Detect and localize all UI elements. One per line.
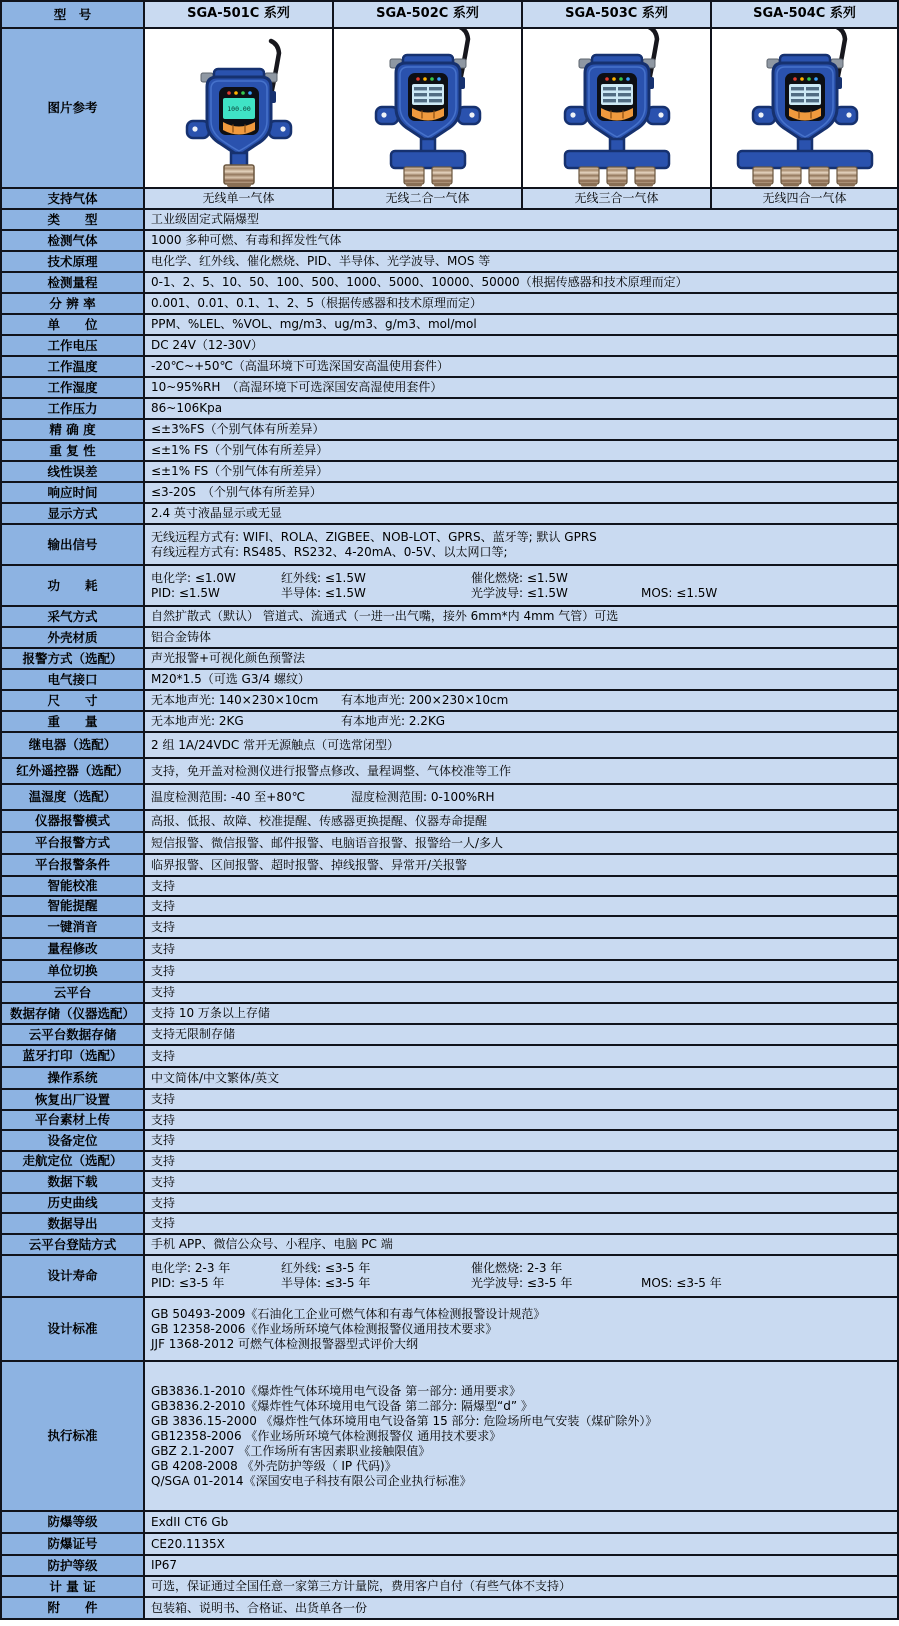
manifold-bar <box>391 151 465 168</box>
spec-value: 10~95%RH （高湿环境下可选深国安高湿使用套件） <box>144 377 898 398</box>
detector-illustration <box>342 29 514 187</box>
spec-row <box>1 669 898 690</box>
gas-type-3in1: 无线三合一气体 <box>522 188 711 209</box>
spec-label: 仪器报警模式 <box>1 810 144 832</box>
spec-value-line: GB12358-2006 《作业场所环境气体检测报警仪 通用技术要求》 <box>151 1428 502 1443</box>
sensor-head <box>781 167 801 184</box>
spec-label: 操作系统 <box>1 1067 144 1089</box>
spec-value-line: GB3836.2-2010《爆炸性气体环境用电气设备 第二部分: 隔爆型“d” 》 <box>151 1398 533 1413</box>
spec-value-line: GB 3836.15-2000 《爆炸性气体环境用电气设备第 15 部分: 危险场所电气安装（煤矿除外）》 <box>151 1413 658 1428</box>
product-image-sga-502c <box>333 28 522 188</box>
spec-label: 线性误差 <box>1 461 144 482</box>
spec-label: 附 件 <box>1 1597 144 1619</box>
spec-label: 电气接口 <box>1 669 144 690</box>
spec-value: 手机 APP、微信公众号、小程序、电脑 PC 端 <box>144 1234 898 1255</box>
spec-row <box>1 1511 898 1533</box>
spec-row <box>1 293 898 314</box>
spec-label: 检测量程 <box>1 272 144 293</box>
spec-value: 支持，免开盖对检测仪进行报警点修改、量程调整、气体校准等工作 <box>144 758 898 784</box>
spec-row <box>1 938 898 960</box>
spec-value: 支持 <box>144 916 898 938</box>
spec-label: 恢复出厂设置 <box>1 1089 144 1110</box>
spec-label: 云平台登陆方式 <box>1 1234 144 1255</box>
spec-row <box>1 648 898 669</box>
detector-head <box>753 29 857 142</box>
spec-row <box>1 1576 898 1597</box>
spec-value: 支持 <box>144 896 898 916</box>
product-image-sga-504c <box>711 28 898 188</box>
spec-value: 支持无限制存储 <box>144 1024 898 1045</box>
spec-value: ≤±3%FS（个别气体有所差异） <box>144 419 898 440</box>
detector-head <box>187 41 291 156</box>
spec-label: 设备定位 <box>1 1130 144 1151</box>
spec-label: 平台报警方式 <box>1 832 144 854</box>
spec-row <box>1 1067 898 1089</box>
spec-row <box>1 482 898 503</box>
spec-value: 支持 <box>144 982 898 1003</box>
spec-value-line: JJF 1368-2012 可燃气体检测报警器型式评价大纲 <box>151 1336 419 1351</box>
spec-row <box>1 377 898 398</box>
spec-row <box>1 732 898 758</box>
sensor-head <box>607 167 627 184</box>
spec-row <box>1 1213 898 1234</box>
spec-value: 临界报警、区间报警、超时报警、掉线报警、异常开/关报警 <box>144 854 898 876</box>
spec-label: 温湿度（选配） <box>1 784 144 810</box>
spec-row <box>1 1110 898 1130</box>
spec-row <box>1 503 898 524</box>
spec-label: 数据导出 <box>1 1213 144 1234</box>
spec-row <box>1 251 898 272</box>
spec-value <box>144 565 898 606</box>
screen-reading: 100.00 <box>226 105 251 113</box>
spec-row <box>1 461 898 482</box>
spec-value <box>144 784 898 810</box>
spec-label: 防爆等级 <box>1 1511 144 1533</box>
detector-photo-2-sensor <box>334 29 521 187</box>
spec-label: 量程修改 <box>1 938 144 960</box>
spec-value: 支持 <box>144 1213 898 1234</box>
spec-row <box>1 1171 898 1193</box>
spec-label: 数据存储（仪器选配） <box>1 1003 144 1024</box>
spec-value: 2.4 英寸液晶显示或无显 <box>144 503 898 524</box>
spec-label: 走航定位（选配） <box>1 1151 144 1171</box>
product-image-sga-501c <box>144 28 333 188</box>
detector-photo-4-sensor <box>712 29 897 187</box>
spec-value: 可选，保证通过全国任意一家第三方计量院，费用客户自付（有些气体不支持） <box>144 1576 898 1597</box>
spec-row <box>1 690 898 711</box>
spec-label: 平台素材上传 <box>1 1110 144 1130</box>
spec-row <box>1 1234 898 1255</box>
model-name-sga-503c: SGA-503C 系列 <box>522 1 711 28</box>
spec-label: 执行标准 <box>1 1361 144 1511</box>
spec-value: 支持 <box>144 1045 898 1067</box>
spec-value: CE20.1135X <box>144 1533 898 1555</box>
spec-label: 防爆证号 <box>1 1533 144 1555</box>
spec-label: 尺 寸 <box>1 690 144 711</box>
manifold-bar <box>565 151 669 168</box>
spec-value: ExdII CT6 Gb <box>144 1511 898 1533</box>
spec-row <box>1 398 898 419</box>
spec-value: 自然扩散式（默认） 管道式、流通式（一进一出气嘴，接外 6mm*内 4mm 气管）可选 <box>144 606 898 627</box>
model-name-sga-504c: SGA-504C 系列 <box>711 1 898 28</box>
spec-label: 分 辨 率 <box>1 293 144 314</box>
spec-value: 0.001、0.01、0.1、1、2、5（根据传感器和技术原理而定） <box>144 293 898 314</box>
spec-value: 2 组 1A/24VDC 常开无源触点（可选常闭型） <box>144 732 898 758</box>
spec-row <box>1 832 898 854</box>
spec-value <box>144 1297 898 1361</box>
spec-value-line: PID: ≤1.5W 半导体: ≤1.5W 光学波导: ≤1.5W MOS: ≤1.5W <box>151 585 718 600</box>
spec-value-line: 温度检测范围: -40 至+80℃ 湿度检测范围: 0-100%RH <box>151 789 495 804</box>
spec-row <box>1 854 898 876</box>
spec-row <box>1 1130 898 1151</box>
spec-value-line: GB 12358-2006《作业场所环境气体检测报警仪通用技术要求》 <box>151 1321 498 1336</box>
spec-value: 1000 多种可燃、有毒和挥发性气体 <box>144 230 898 251</box>
spec-row <box>1 960 898 982</box>
spec-label: 蓝牙打印（选配） <box>1 1045 144 1067</box>
spec-label: 红外遥控器（选配） <box>1 758 144 784</box>
spec-value: PPM、%LEL、%VOL、mg/m3、ug/m3、g/m3、mol/mol <box>144 314 898 335</box>
spec-value: -20℃~+50℃（高温环境下可选深国安高温使用套件） <box>144 356 898 377</box>
spec-label: 精 确 度 <box>1 419 144 440</box>
spec-value: 短信报警、微信报警、邮件报警、电脑语音报警、报警给一人/多人 <box>144 832 898 854</box>
spec-value: 铝合金铸体 <box>144 627 898 648</box>
spec-value: 支持 <box>144 1193 898 1213</box>
sensor-head <box>432 167 452 184</box>
spec-row <box>1 314 898 335</box>
spec-label: 单位切换 <box>1 960 144 982</box>
spec-label: 工作湿度 <box>1 377 144 398</box>
spec-value: 支持 <box>144 1151 898 1171</box>
detector-illustration <box>153 29 325 187</box>
spec-row <box>1 982 898 1003</box>
spec-label: 云平台 <box>1 982 144 1003</box>
spec-label: 设计标准 <box>1 1297 144 1361</box>
spec-value: 高报、低报、故障、校准提醒、传感器更换提醒、仪器寿命提醒 <box>144 810 898 832</box>
spec-row <box>1 1533 898 1555</box>
spec-value: 电化学、红外线、催化燃烧、PID、半导体、光学波导、MOS 等 <box>144 251 898 272</box>
spec-label: 功 耗 <box>1 565 144 606</box>
spec-label: 数据下载 <box>1 1171 144 1193</box>
spec-row <box>1 440 898 461</box>
spec-label: 单 位 <box>1 314 144 335</box>
sensor-head <box>224 165 254 184</box>
spec-label: 工作温度 <box>1 356 144 377</box>
gas-type-4in1: 无线四合一气体 <box>711 188 898 209</box>
spec-value: 声光报警+可视化颜色预警法 <box>144 648 898 669</box>
spec-row <box>1 810 898 832</box>
detector-photo-3-sensor <box>523 29 710 187</box>
spec-value: 86~106Kpa <box>144 398 898 419</box>
spec-label: 云平台数据存储 <box>1 1024 144 1045</box>
spec-value <box>144 690 898 711</box>
spec-value-line: GBZ 2.1-2007 《工作场所有害因素职业接触限值》 <box>151 1443 431 1458</box>
spec-value-line: 无线远程方式有: WIFI、ROLA、ZIGBEE、NOB-LOT、GPRS、蓝牙等; 默认 GPRS <box>151 529 597 544</box>
spec-label: 工作电压 <box>1 335 144 356</box>
spec-label: 响应时间 <box>1 482 144 503</box>
spec-value: 中文简体/中文繁体/英文 <box>144 1067 898 1089</box>
spec-label: 智能提醒 <box>1 896 144 916</box>
detector-photo-1-sensor <box>145 29 332 187</box>
spec-label: 一键消音 <box>1 916 144 938</box>
spec-label: 工作压力 <box>1 398 144 419</box>
spec-value: 支持 <box>144 1130 898 1151</box>
spec-row <box>1 1045 898 1067</box>
gas-type-2in1: 无线二合一气体 <box>333 188 522 209</box>
spec-row <box>1 209 898 230</box>
spec-row <box>1 419 898 440</box>
spec-value: 支持 <box>144 1089 898 1110</box>
manifold-bar <box>738 151 872 168</box>
spec-value: 0-1、2、5、10、50、100、500、1000、5000、10000、50000（根据传感器和技术原理而定） <box>144 272 898 293</box>
spec-value: IP67 <box>144 1555 898 1576</box>
sensor-head <box>837 167 857 184</box>
spec-row <box>1 876 898 896</box>
spec-row <box>1 1597 898 1619</box>
spec-row <box>1 230 898 251</box>
spec-value: ≤3-20S （个别气体有所差异） <box>144 482 898 503</box>
spec-rows <box>1 209 898 1619</box>
spec-row <box>1 1555 898 1576</box>
spec-row <box>1 335 898 356</box>
spec-label: 外壳材质 <box>1 627 144 648</box>
spec-label: 报警方式（选配） <box>1 648 144 669</box>
spec-row <box>1 627 898 648</box>
spec-value: 支持 <box>144 1171 898 1193</box>
spec-row <box>1 1255 898 1297</box>
spec-value-line: GB3836.1-2010《爆炸性气体环境用电气设备 第一部分: 通用要求》 <box>151 1383 522 1398</box>
spec-label: 历史曲线 <box>1 1193 144 1213</box>
spec-label: 继电器（选配） <box>1 732 144 758</box>
product-image-row <box>1 28 898 188</box>
sensor-head <box>809 167 829 184</box>
spec-row <box>1 1024 898 1045</box>
spec-value <box>144 1255 898 1297</box>
model-header-label: 型 号 <box>1 1 144 28</box>
spec-value: M20*1.5（可选 G3/4 螺纹） <box>144 669 898 690</box>
gas-row-label: 支持气体 <box>1 188 144 209</box>
spec-label: 智能校准 <box>1 876 144 896</box>
spec-value-line: GB 50493-2009《石油化工企业可燃气体和有毒气体检测报警设计规范》 <box>151 1306 546 1321</box>
spec-row <box>1 1193 898 1213</box>
spec-label: 输出信号 <box>1 524 144 565</box>
spec-row <box>1 524 898 565</box>
spec-value: 工业级固定式隔爆型 <box>144 209 898 230</box>
spec-value <box>144 711 898 732</box>
spec-row <box>1 1361 898 1511</box>
spec-row <box>1 272 898 293</box>
spec-label: 显示方式 <box>1 503 144 524</box>
spec-value-line: 有线远程方式有: RS485、RS232、4-20mA、0-5V、以太网口等; <box>151 544 508 559</box>
sensor-head <box>404 167 424 184</box>
spec-value <box>144 524 898 565</box>
spec-label: 计 量 证 <box>1 1576 144 1597</box>
spec-row <box>1 1297 898 1361</box>
detector-illustration <box>531 29 703 187</box>
model-name-sga-502c: SGA-502C 系列 <box>333 1 522 28</box>
spec-label: 类 型 <box>1 209 144 230</box>
spec-label: 技术原理 <box>1 251 144 272</box>
spec-row <box>1 606 898 627</box>
spec-label: 重 量 <box>1 711 144 732</box>
sensor-head <box>753 167 773 184</box>
spec-value: 支持 <box>144 1110 898 1130</box>
spec-value: 支持 <box>144 876 898 896</box>
spec-value-line: Q/SGA 01-2014《深国安电子科技有限公司企业执行标准》 <box>151 1473 472 1488</box>
sensor-head <box>579 167 599 184</box>
supported-gas-row <box>1 188 898 209</box>
spec-row <box>1 1089 898 1110</box>
spec-row <box>1 711 898 732</box>
detector-head <box>376 29 480 142</box>
spec-value-line: 电化学: 2-3 年 红外线: ≤3-5 年 催化燃烧: 2-3 年 <box>151 1261 563 1275</box>
spec-value-line: PID: ≤3-5 年 半导体: ≤3-5 年 光学波导: ≤3-5 年 MOS: ≤3-5 年 <box>151 1276 722 1290</box>
spec-value: 支持 10 万条以上存储 <box>144 1003 898 1024</box>
spec-value: 支持 <box>144 960 898 982</box>
spec-value-line: 无本地声光: 140×230×10cm 有本地声光: 200×230×10cm <box>151 693 509 707</box>
spec-value-line: 无本地声光: 2KG 有本地声光: 2.2KG <box>151 714 446 728</box>
model-header-row <box>1 1 898 28</box>
spec-label: 设计寿命 <box>1 1255 144 1297</box>
spec-row <box>1 356 898 377</box>
spec-value: 支持 <box>144 938 898 960</box>
spec-value-line: 电化学: ≤1.0W 红外线: ≤1.5W 催化燃烧: ≤1.5W <box>151 570 568 585</box>
detector-illustration <box>719 29 891 187</box>
sensor-head <box>635 167 655 184</box>
neck <box>231 153 247 166</box>
spec-row <box>1 784 898 810</box>
spec-label: 防护等级 <box>1 1555 144 1576</box>
spec-row <box>1 896 898 916</box>
spec-label: 采气方式 <box>1 606 144 627</box>
spec-value: ≤±1% FS（个别气体有所差异） <box>144 461 898 482</box>
spec-value-line: GB 4208-2008 《外壳防护等级（ IP 代码)》 <box>151 1458 397 1473</box>
spec-value: DC 24V（12-30V） <box>144 335 898 356</box>
image-row-label: 图片参考 <box>1 28 144 188</box>
spec-label: 检测气体 <box>1 230 144 251</box>
spec-row <box>1 1151 898 1171</box>
spec-value: 包装箱、说明书、合格证、出货单各一份 <box>144 1597 898 1619</box>
model-name-sga-501c: SGA-501C 系列 <box>144 1 333 28</box>
spec-label: 重 复 性 <box>1 440 144 461</box>
spec-row <box>1 1003 898 1024</box>
detector-head <box>565 29 669 142</box>
spec-row <box>1 758 898 784</box>
gas-type-single: 无线单一气体 <box>144 188 333 209</box>
spec-value <box>144 1361 898 1511</box>
product-image-sga-503c <box>522 28 711 188</box>
spec-row <box>1 565 898 606</box>
spec-value: ≤±1% FS（个别气体有所差异） <box>144 440 898 461</box>
spec-row <box>1 916 898 938</box>
spec-label: 平台报警条件 <box>1 854 144 876</box>
